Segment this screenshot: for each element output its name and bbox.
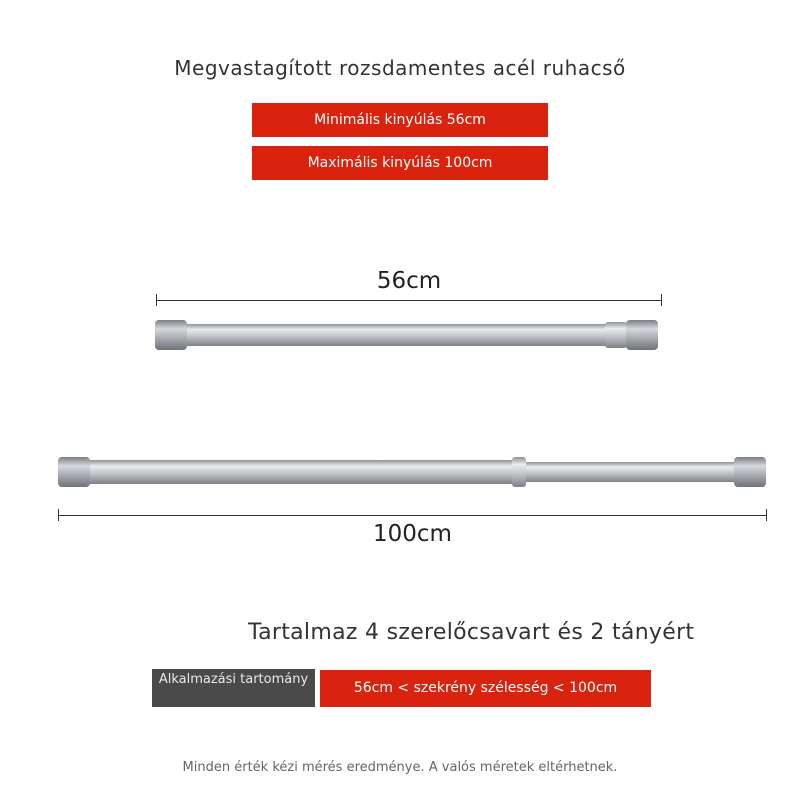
application-range-label: Alkalmazási tartomány (152, 669, 315, 707)
long-rod-tube-outer (88, 460, 518, 484)
long-dimension-tick-right (766, 509, 767, 521)
short-dimension-label: 56cm (376, 268, 442, 294)
long-dimension-line (58, 515, 767, 516)
includes-text: Tartalmaz 4 szerelőcsavart és 2 tányért (248, 620, 695, 645)
long-dimension-label: 100cm (373, 521, 452, 547)
long-rod-cap-left (58, 457, 90, 487)
page-title: Megvastagított rozsdamentes acél ruhacső (174, 56, 626, 80)
measurement-footnote: Minden érték kézi mérés eredménye. A valós méretek eltérhetnek. (182, 760, 618, 775)
long-dimension-tick-left (58, 509, 59, 521)
long-rod (58, 457, 766, 487)
application-range-value: 56cm < szekrény szélesség < 100cm (320, 670, 651, 707)
min-extension-badge: Minimális kinyúlás 56cm (252, 103, 548, 137)
max-extension-badge: Maximális kinyúlás 100cm (252, 146, 548, 180)
short-rod-cap-left (155, 320, 187, 350)
long-rod-collar (512, 457, 526, 487)
short-rod-cap-right (626, 320, 658, 350)
short-rod-collar (605, 322, 627, 348)
short-rod (155, 320, 658, 350)
short-rod-tube (185, 324, 615, 346)
long-rod-cap-right (734, 457, 766, 487)
long-rod-tube-inner (518, 462, 738, 482)
